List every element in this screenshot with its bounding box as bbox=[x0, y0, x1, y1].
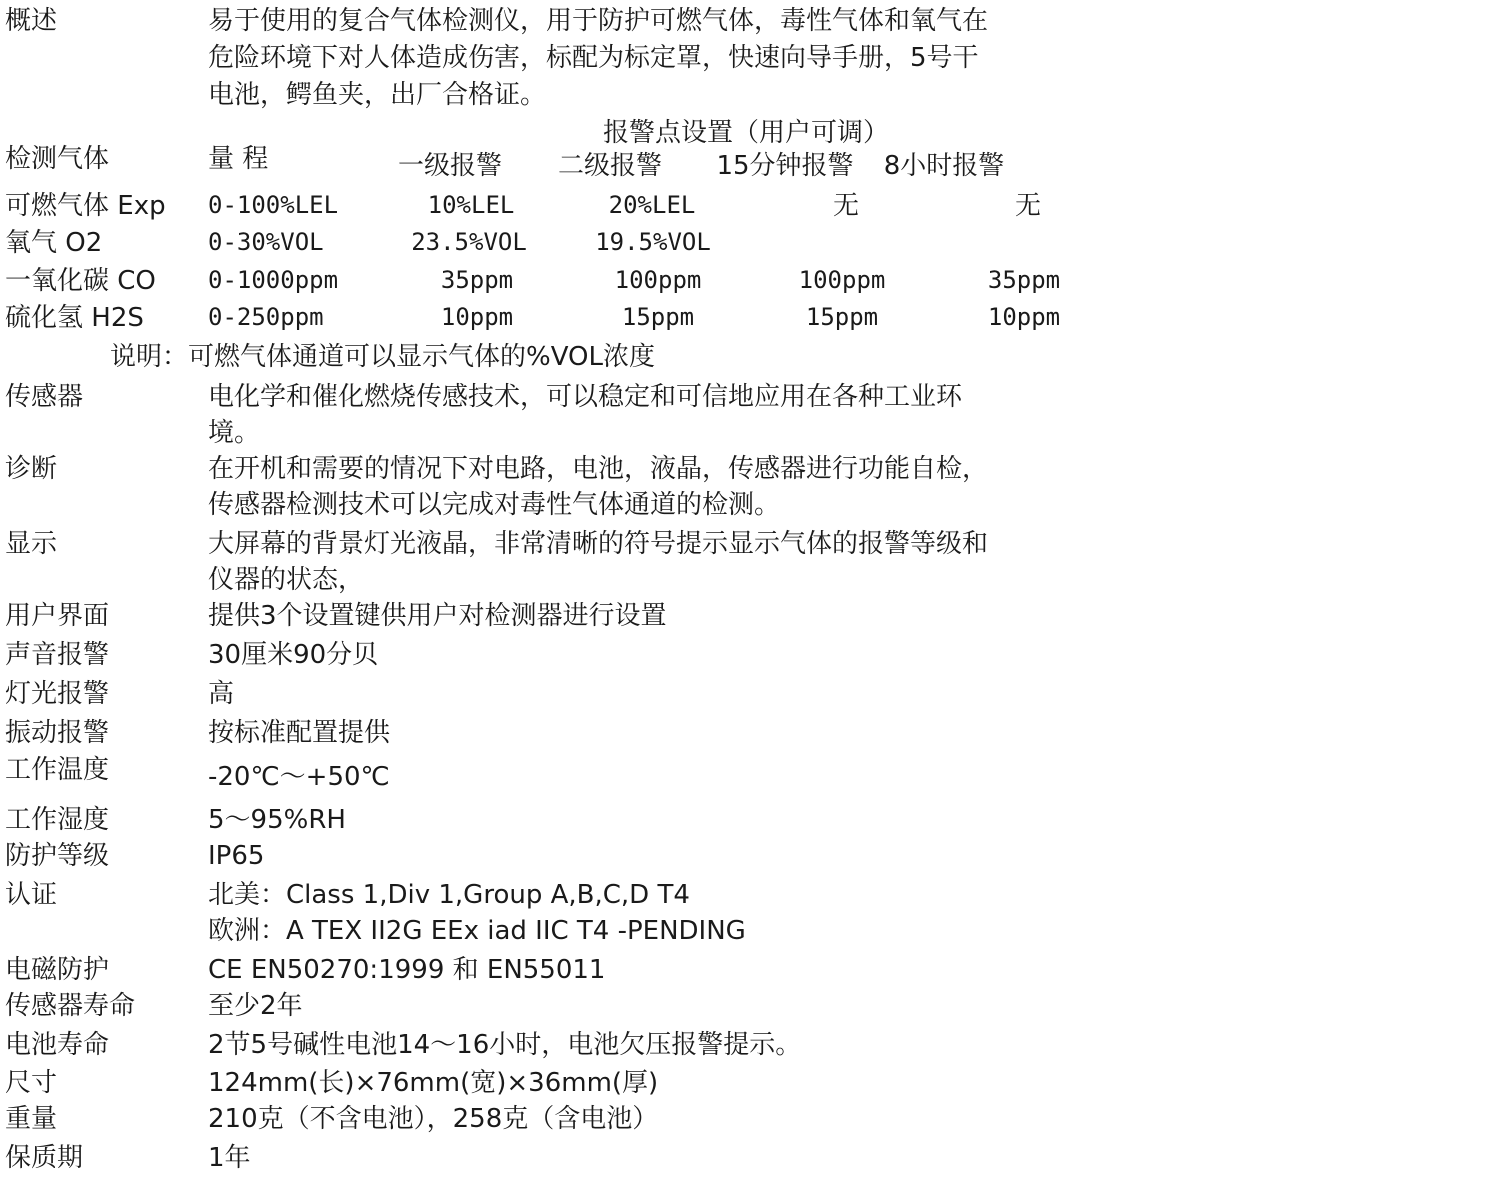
spec-value-weight: 210克（不含电池），258克（含电池） bbox=[208, 1104, 659, 1134]
header-level1: 一级报警 bbox=[397, 151, 503, 181]
spec-value-vibration: 按标准配置提供 bbox=[208, 718, 391, 748]
spec-label-cert: 认证 bbox=[5, 880, 58, 910]
overview-label: 概述 bbox=[5, 6, 58, 36]
table-row-gas: 可燃气体 Exp bbox=[5, 191, 166, 221]
table-row-range: 0-250ppm bbox=[208, 303, 324, 331]
header-8hr: 8小时报警 bbox=[883, 151, 1005, 181]
spec-value-display-line-2: 仪器的状态， bbox=[208, 565, 365, 595]
table-row-level2: 20%LEL bbox=[608, 191, 696, 219]
spec-value-diagnosis-line-2: 传感器检测技术可以完成对毒性气体通道的检测。 bbox=[208, 490, 781, 520]
table-row-level1: 10ppm bbox=[440, 303, 514, 331]
table-row-level1: 10%LEL bbox=[427, 191, 515, 219]
overview-line-3: 电池，鳄鱼夹，出厂合格证。 bbox=[208, 80, 547, 110]
table-row-gas: 氧气 O2 bbox=[5, 228, 103, 258]
header-range: 量 程 bbox=[208, 144, 269, 174]
spec-label-temp: 工作温度 bbox=[5, 755, 110, 785]
spec-value-battery: 2节5号碱性电池14～16小时，电池欠压报警提示。 bbox=[208, 1030, 802, 1060]
table-row-level2: 19.5%VOL bbox=[595, 228, 711, 256]
table-row-gas: 一氧化碳 CO bbox=[5, 266, 156, 296]
spec-label-sensor-life: 传感器寿命 bbox=[5, 991, 136, 1021]
table-row-15min: 15ppm bbox=[805, 303, 879, 331]
table-row-level2: 100ppm bbox=[614, 266, 702, 294]
spec-value-protection: IP65 bbox=[208, 841, 265, 871]
spec-value-sensor-life: 至少2年 bbox=[208, 991, 303, 1021]
table-row-level2: 15ppm bbox=[621, 303, 695, 331]
table-row-range: 0-100%LEL bbox=[208, 191, 339, 219]
overview-line-2: 危险环境下对人体造成伤害，标配为标定罩，快速向导手册，5号干 bbox=[208, 43, 979, 73]
spec-value-diagnosis-line-1: 在开机和需要的情况下对电路，电池，液晶，传感器进行功能自检， bbox=[208, 454, 989, 484]
header-15min: 15分钟报警 bbox=[716, 151, 854, 181]
table-note: 说明：可燃气体通道可以显示气体的%VOL浓度 bbox=[110, 342, 655, 372]
spec-label-warranty: 保质期 bbox=[5, 1143, 84, 1173]
spec-value-display-line-1: 大屏幕的背景灯光液晶，非常清晰的符号提示显示气体的报警等级和 bbox=[208, 529, 989, 559]
spec-value-sensor-line-2: 境。 bbox=[208, 418, 261, 448]
table-row-range: 0-1000ppm bbox=[208, 266, 339, 294]
spec-value-temp: -20℃～+50℃ bbox=[208, 762, 390, 792]
table-row-8hr: 35ppm bbox=[987, 266, 1061, 294]
spec-label-battery: 电池寿命 bbox=[5, 1030, 110, 1060]
spec-value-emc: CE EN50270:1999 和 EN55011 bbox=[208, 955, 606, 985]
overview-line-1: 易于使用的复合气体检测仪，用于防护可燃气体，毒性气体和氧气在 bbox=[208, 6, 989, 36]
table-row-level1: 35ppm bbox=[440, 266, 514, 294]
spec-label-vibration: 振动报警 bbox=[5, 718, 110, 748]
spec-value-ui: 提供3个设置键供用户对检测器进行设置 bbox=[208, 601, 667, 631]
spec-label-protection: 防护等级 bbox=[5, 841, 110, 871]
spec-label-ui: 用户界面 bbox=[5, 601, 110, 631]
table-row-level1: 23.5%VOL bbox=[411, 228, 527, 256]
spec-label-size: 尺寸 bbox=[5, 1068, 58, 1098]
spec-value-light: 高 bbox=[208, 679, 235, 709]
table-row-15min: 100ppm bbox=[798, 266, 886, 294]
spec-label-weight: 重量 bbox=[5, 1104, 58, 1134]
spec-value-humidity: 5～95%RH bbox=[208, 805, 346, 835]
table-row-8hr: 无 bbox=[1014, 191, 1042, 221]
spec-value-audio: 30厘米90分贝 bbox=[208, 640, 379, 670]
spec-label-sensor: 传感器 bbox=[5, 382, 84, 412]
table-row-gas: 硫化氢 H2S bbox=[5, 303, 144, 333]
spec-label-emc: 电磁防护 bbox=[5, 955, 110, 985]
spec-value-warranty: 1年 bbox=[208, 1143, 251, 1173]
spec-value-sensor-line-1: 电化学和催化燃烧传感技术，可以稳定和可信地应用在各种工业环 bbox=[208, 382, 963, 412]
table-row-15min: 无 bbox=[832, 191, 860, 221]
spec-value-size: 124mm(长)×76mm(宽)×36mm(厚) bbox=[208, 1068, 659, 1098]
alarm-group-header: 报警点设置（用户可调） bbox=[602, 118, 890, 148]
spec-value-cert-na: 北美：Class 1,Div 1,Group A,B,C,D T4 bbox=[208, 880, 690, 910]
spec-label-audio: 声音报警 bbox=[5, 640, 110, 670]
spec-label-light: 灯光报警 bbox=[5, 679, 110, 709]
header-level2: 二级报警 bbox=[557, 151, 663, 181]
spec-label-humidity: 工作湿度 bbox=[5, 805, 110, 835]
spec-value-cert-eu: 欧洲：A TEX II2G EEx iad IIC T4 -PENDING bbox=[208, 916, 746, 946]
spec-label-display: 显示 bbox=[5, 529, 58, 559]
spec-label-diagnosis: 诊断 bbox=[5, 454, 58, 484]
table-row-8hr: 10ppm bbox=[987, 303, 1061, 331]
header-gas: 检测气体 bbox=[5, 144, 110, 174]
table-row-range: 0-30%VOL bbox=[208, 228, 324, 256]
